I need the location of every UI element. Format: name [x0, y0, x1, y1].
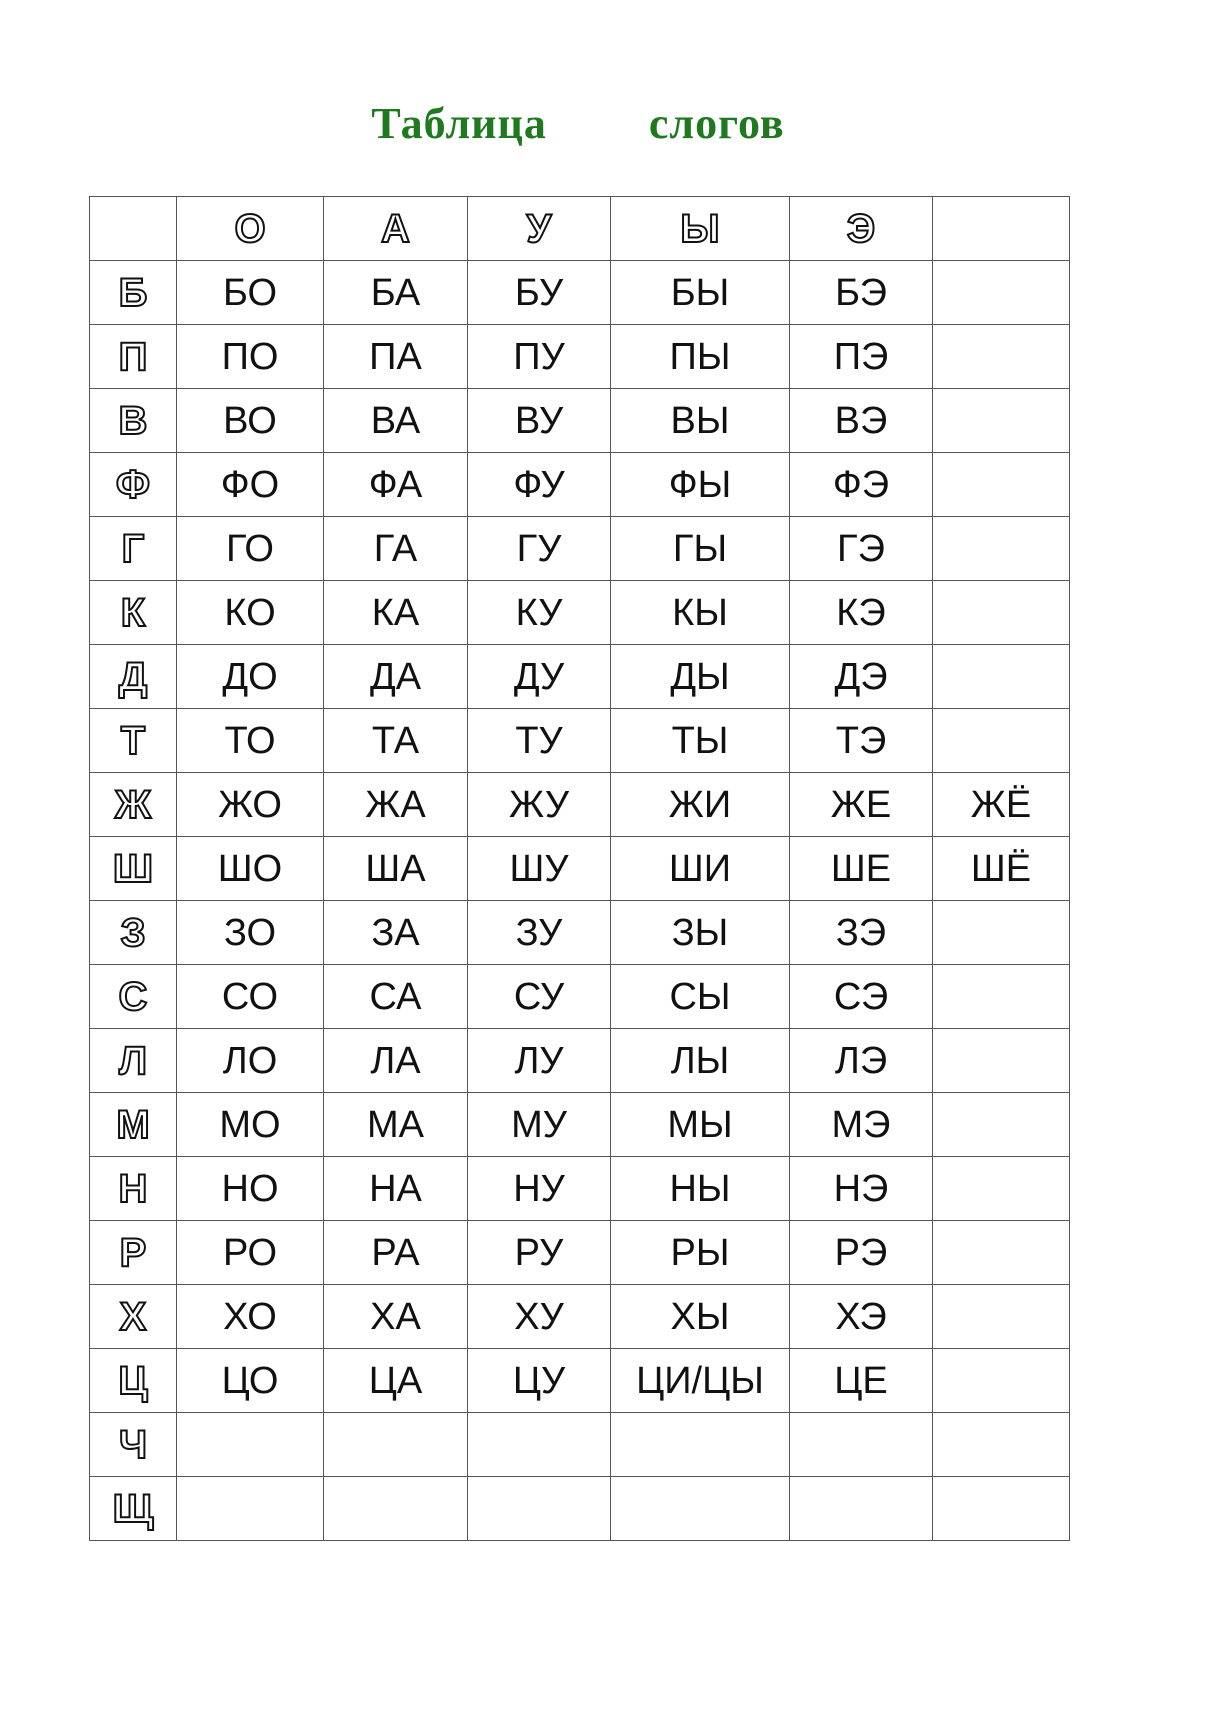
syllable-cell — [933, 581, 1070, 645]
syllable-cell: КУ — [468, 581, 611, 645]
syllable-cell: ВЫ — [611, 389, 790, 453]
syllable-cell: ХЭ — [790, 1285, 933, 1349]
syllable-cell: БО — [177, 261, 324, 325]
syllable-cell: ЖИ — [611, 773, 790, 837]
table-row — [90, 1221, 1070, 1285]
syllable-cell — [933, 1349, 1070, 1413]
consonant-cell: Н — [90, 1157, 177, 1221]
table-row — [90, 837, 1070, 901]
syllable-cell — [933, 389, 1070, 453]
syllable-cell: ДА — [324, 645, 468, 709]
syllable-cell: ФУ — [468, 453, 611, 517]
consonant-cell: П — [90, 325, 177, 389]
syllable-cell: ЦИ/ЦЫ — [611, 1349, 790, 1413]
syllable-cell: ПЫ — [611, 325, 790, 389]
table-row — [90, 965, 1070, 1029]
syllable-cell — [790, 1413, 933, 1477]
vowel-header-cell: О — [177, 197, 324, 261]
syllable-cell: МЭ — [790, 1093, 933, 1157]
header-row — [90, 197, 1070, 261]
syllable-cell — [611, 1477, 790, 1541]
syllable-cell: ФО — [177, 453, 324, 517]
table-row — [90, 901, 1070, 965]
syllable-cell: БЫ — [611, 261, 790, 325]
syllable-cell — [933, 453, 1070, 517]
syllable-cell: ПО — [177, 325, 324, 389]
syllable-cell: ФЭ — [790, 453, 933, 517]
syllable-cell: ВУ — [468, 389, 611, 453]
syllable-cell: ЖО — [177, 773, 324, 837]
syllable-cell: БЭ — [790, 261, 933, 325]
table-row — [90, 325, 1070, 389]
syllable-cell — [933, 1285, 1070, 1349]
syllable-cell: ГО — [177, 517, 324, 581]
table-row — [90, 1093, 1070, 1157]
consonant-cell: Ф — [90, 453, 177, 517]
table-row — [90, 1413, 1070, 1477]
syllable-cell: СО — [177, 965, 324, 1029]
syllable-cell — [933, 1157, 1070, 1221]
consonant-cell: В — [90, 389, 177, 453]
syllable-cell: МА — [324, 1093, 468, 1157]
syllable-cell — [790, 1477, 933, 1541]
consonant-cell: Б — [90, 261, 177, 325]
consonant-cell: Ц — [90, 1349, 177, 1413]
syllable-cell: МУ — [468, 1093, 611, 1157]
syllable-cell: ГЫ — [611, 517, 790, 581]
syllable-cell: ЛУ — [468, 1029, 611, 1093]
syllable-cell — [468, 1413, 611, 1477]
consonant-cell: Т — [90, 709, 177, 773]
syllable-cell: ТЫ — [611, 709, 790, 773]
syllable-table — [89, 196, 1070, 1541]
syllable-cell: ВЭ — [790, 389, 933, 453]
table-row — [90, 1029, 1070, 1093]
consonant-cell: Р — [90, 1221, 177, 1285]
syllable-cell: НА — [324, 1157, 468, 1221]
syllable-cell — [933, 901, 1070, 965]
consonant-cell: Д — [90, 645, 177, 709]
syllable-cell: ЖА — [324, 773, 468, 837]
syllable-cell: ДО — [177, 645, 324, 709]
syllable-cell: ЗУ — [468, 901, 611, 965]
syllable-cell: НО — [177, 1157, 324, 1221]
syllable-cell: ГЭ — [790, 517, 933, 581]
consonant-cell: Х — [90, 1285, 177, 1349]
syllable-cell: ХО — [177, 1285, 324, 1349]
syllable-cell: ШЁ — [933, 837, 1070, 901]
vowel-header-cell: Ы — [611, 197, 790, 261]
table-row — [90, 773, 1070, 837]
syllable-cell — [933, 965, 1070, 1029]
syllable-cell: ВА — [324, 389, 468, 453]
syllable-cell: ШО — [177, 837, 324, 901]
syllable-cell: КЫ — [611, 581, 790, 645]
syllable-cell: КО — [177, 581, 324, 645]
table-row — [90, 1157, 1070, 1221]
consonant-cell: Ж — [90, 773, 177, 837]
syllable-cell — [933, 1221, 1070, 1285]
syllable-cell: ГА — [324, 517, 468, 581]
consonant-cell: З — [90, 901, 177, 965]
table-row — [90, 517, 1070, 581]
syllable-cell: НЭ — [790, 1157, 933, 1221]
consonant-cell: Щ — [90, 1477, 177, 1541]
syllable-cell: ЦО — [177, 1349, 324, 1413]
syllable-cell: ЛА — [324, 1029, 468, 1093]
syllable-cell — [933, 261, 1070, 325]
syllable-cell: ЛЭ — [790, 1029, 933, 1093]
syllable-cell: ШУ — [468, 837, 611, 901]
syllable-cell: ТЭ — [790, 709, 933, 773]
syllable-cell — [177, 1477, 324, 1541]
vowel-header-cell: Э — [790, 197, 933, 261]
syllable-cell: РЫ — [611, 1221, 790, 1285]
syllable-cell: ЗЫ — [611, 901, 790, 965]
table-row — [90, 645, 1070, 709]
syllable-cell — [324, 1413, 468, 1477]
table-row — [90, 261, 1070, 325]
syllable-cell: ТУ — [468, 709, 611, 773]
syllable-cell: ХУ — [468, 1285, 611, 1349]
syllable-cell: ФЫ — [611, 453, 790, 517]
syllable-cell: ЖУ — [468, 773, 611, 837]
syllable-cell: ДУ — [468, 645, 611, 709]
syllable-cell — [933, 325, 1070, 389]
syllable-cell: ТО — [177, 709, 324, 773]
syllable-cell: ФА — [324, 453, 468, 517]
syllable-cell: РУ — [468, 1221, 611, 1285]
syllable-cell: МО — [177, 1093, 324, 1157]
table-row — [90, 453, 1070, 517]
vowel-header-cell: У — [468, 197, 611, 261]
syllable-cell: ЖЁ — [933, 773, 1070, 837]
syllable-cell: ША — [324, 837, 468, 901]
syllable-table-body — [90, 197, 1070, 1541]
consonant-cell: С — [90, 965, 177, 1029]
syllable-cell — [468, 1477, 611, 1541]
syllable-cell: КА — [324, 581, 468, 645]
consonant-cell: Г — [90, 517, 177, 581]
syllable-cell: ЦУ — [468, 1349, 611, 1413]
syllable-cell: СЫ — [611, 965, 790, 1029]
syllable-cell: ЗА — [324, 901, 468, 965]
syllable-cell: ВО — [177, 389, 324, 453]
syllable-cell: ПУ — [468, 325, 611, 389]
syllable-cell — [324, 1477, 468, 1541]
syllable-cell: РЭ — [790, 1221, 933, 1285]
syllable-cell: ШЕ — [790, 837, 933, 901]
syllable-cell: ЦА — [324, 1349, 468, 1413]
syllable-cell — [933, 1477, 1070, 1541]
syllable-cell: ХА — [324, 1285, 468, 1349]
syllable-cell — [933, 517, 1070, 581]
page-title: Таблица слогов — [371, 99, 785, 148]
syllable-cell: СА — [324, 965, 468, 1029]
consonant-cell: Ш — [90, 837, 177, 901]
syllable-cell — [933, 709, 1070, 773]
syllable-cell: ЦЕ — [790, 1349, 933, 1413]
syllable-cell: РО — [177, 1221, 324, 1285]
syllable-cell: СЭ — [790, 965, 933, 1029]
table-row — [90, 581, 1070, 645]
table-row — [90, 1349, 1070, 1413]
syllable-cell: ПА — [324, 325, 468, 389]
syllable-cell: ЖЕ — [790, 773, 933, 837]
syllable-cell: БУ — [468, 261, 611, 325]
syllable-cell: ПЭ — [790, 325, 933, 389]
table-row — [90, 389, 1070, 453]
syllable-cell: ЛЫ — [611, 1029, 790, 1093]
syllable-cell — [933, 645, 1070, 709]
consonant-cell: Ч — [90, 1413, 177, 1477]
syllable-cell — [177, 1413, 324, 1477]
syllable-cell: ДЫ — [611, 645, 790, 709]
syllable-cell: МЫ — [611, 1093, 790, 1157]
table-row — [90, 1477, 1070, 1541]
syllable-cell: КЭ — [790, 581, 933, 645]
syllable-cell: СУ — [468, 965, 611, 1029]
syllable-cell: ХЫ — [611, 1285, 790, 1349]
syllable-cell: ТА — [324, 709, 468, 773]
syllable-cell — [933, 1029, 1070, 1093]
corner-cell — [90, 197, 177, 261]
syllable-cell: ШИ — [611, 837, 790, 901]
syllable-cell: НЫ — [611, 1157, 790, 1221]
vowel-header-cell — [933, 197, 1070, 261]
consonant-cell: Л — [90, 1029, 177, 1093]
consonant-cell: К — [90, 581, 177, 645]
syllable-cell: ЗО — [177, 901, 324, 965]
syllable-cell: РА — [324, 1221, 468, 1285]
syllable-cell: НУ — [468, 1157, 611, 1221]
syllable-cell — [933, 1093, 1070, 1157]
syllable-cell: ЛО — [177, 1029, 324, 1093]
syllable-cell — [933, 1413, 1070, 1477]
vowel-header-cell: А — [324, 197, 468, 261]
syllable-cell: ЗЭ — [790, 901, 933, 965]
consonant-cell: М — [90, 1093, 177, 1157]
syllable-cell: ГУ — [468, 517, 611, 581]
syllable-cell: БА — [324, 261, 468, 325]
table-row — [90, 1285, 1070, 1349]
syllable-cell — [611, 1413, 790, 1477]
syllable-cell: ДЭ — [790, 645, 933, 709]
table-row — [90, 709, 1070, 773]
